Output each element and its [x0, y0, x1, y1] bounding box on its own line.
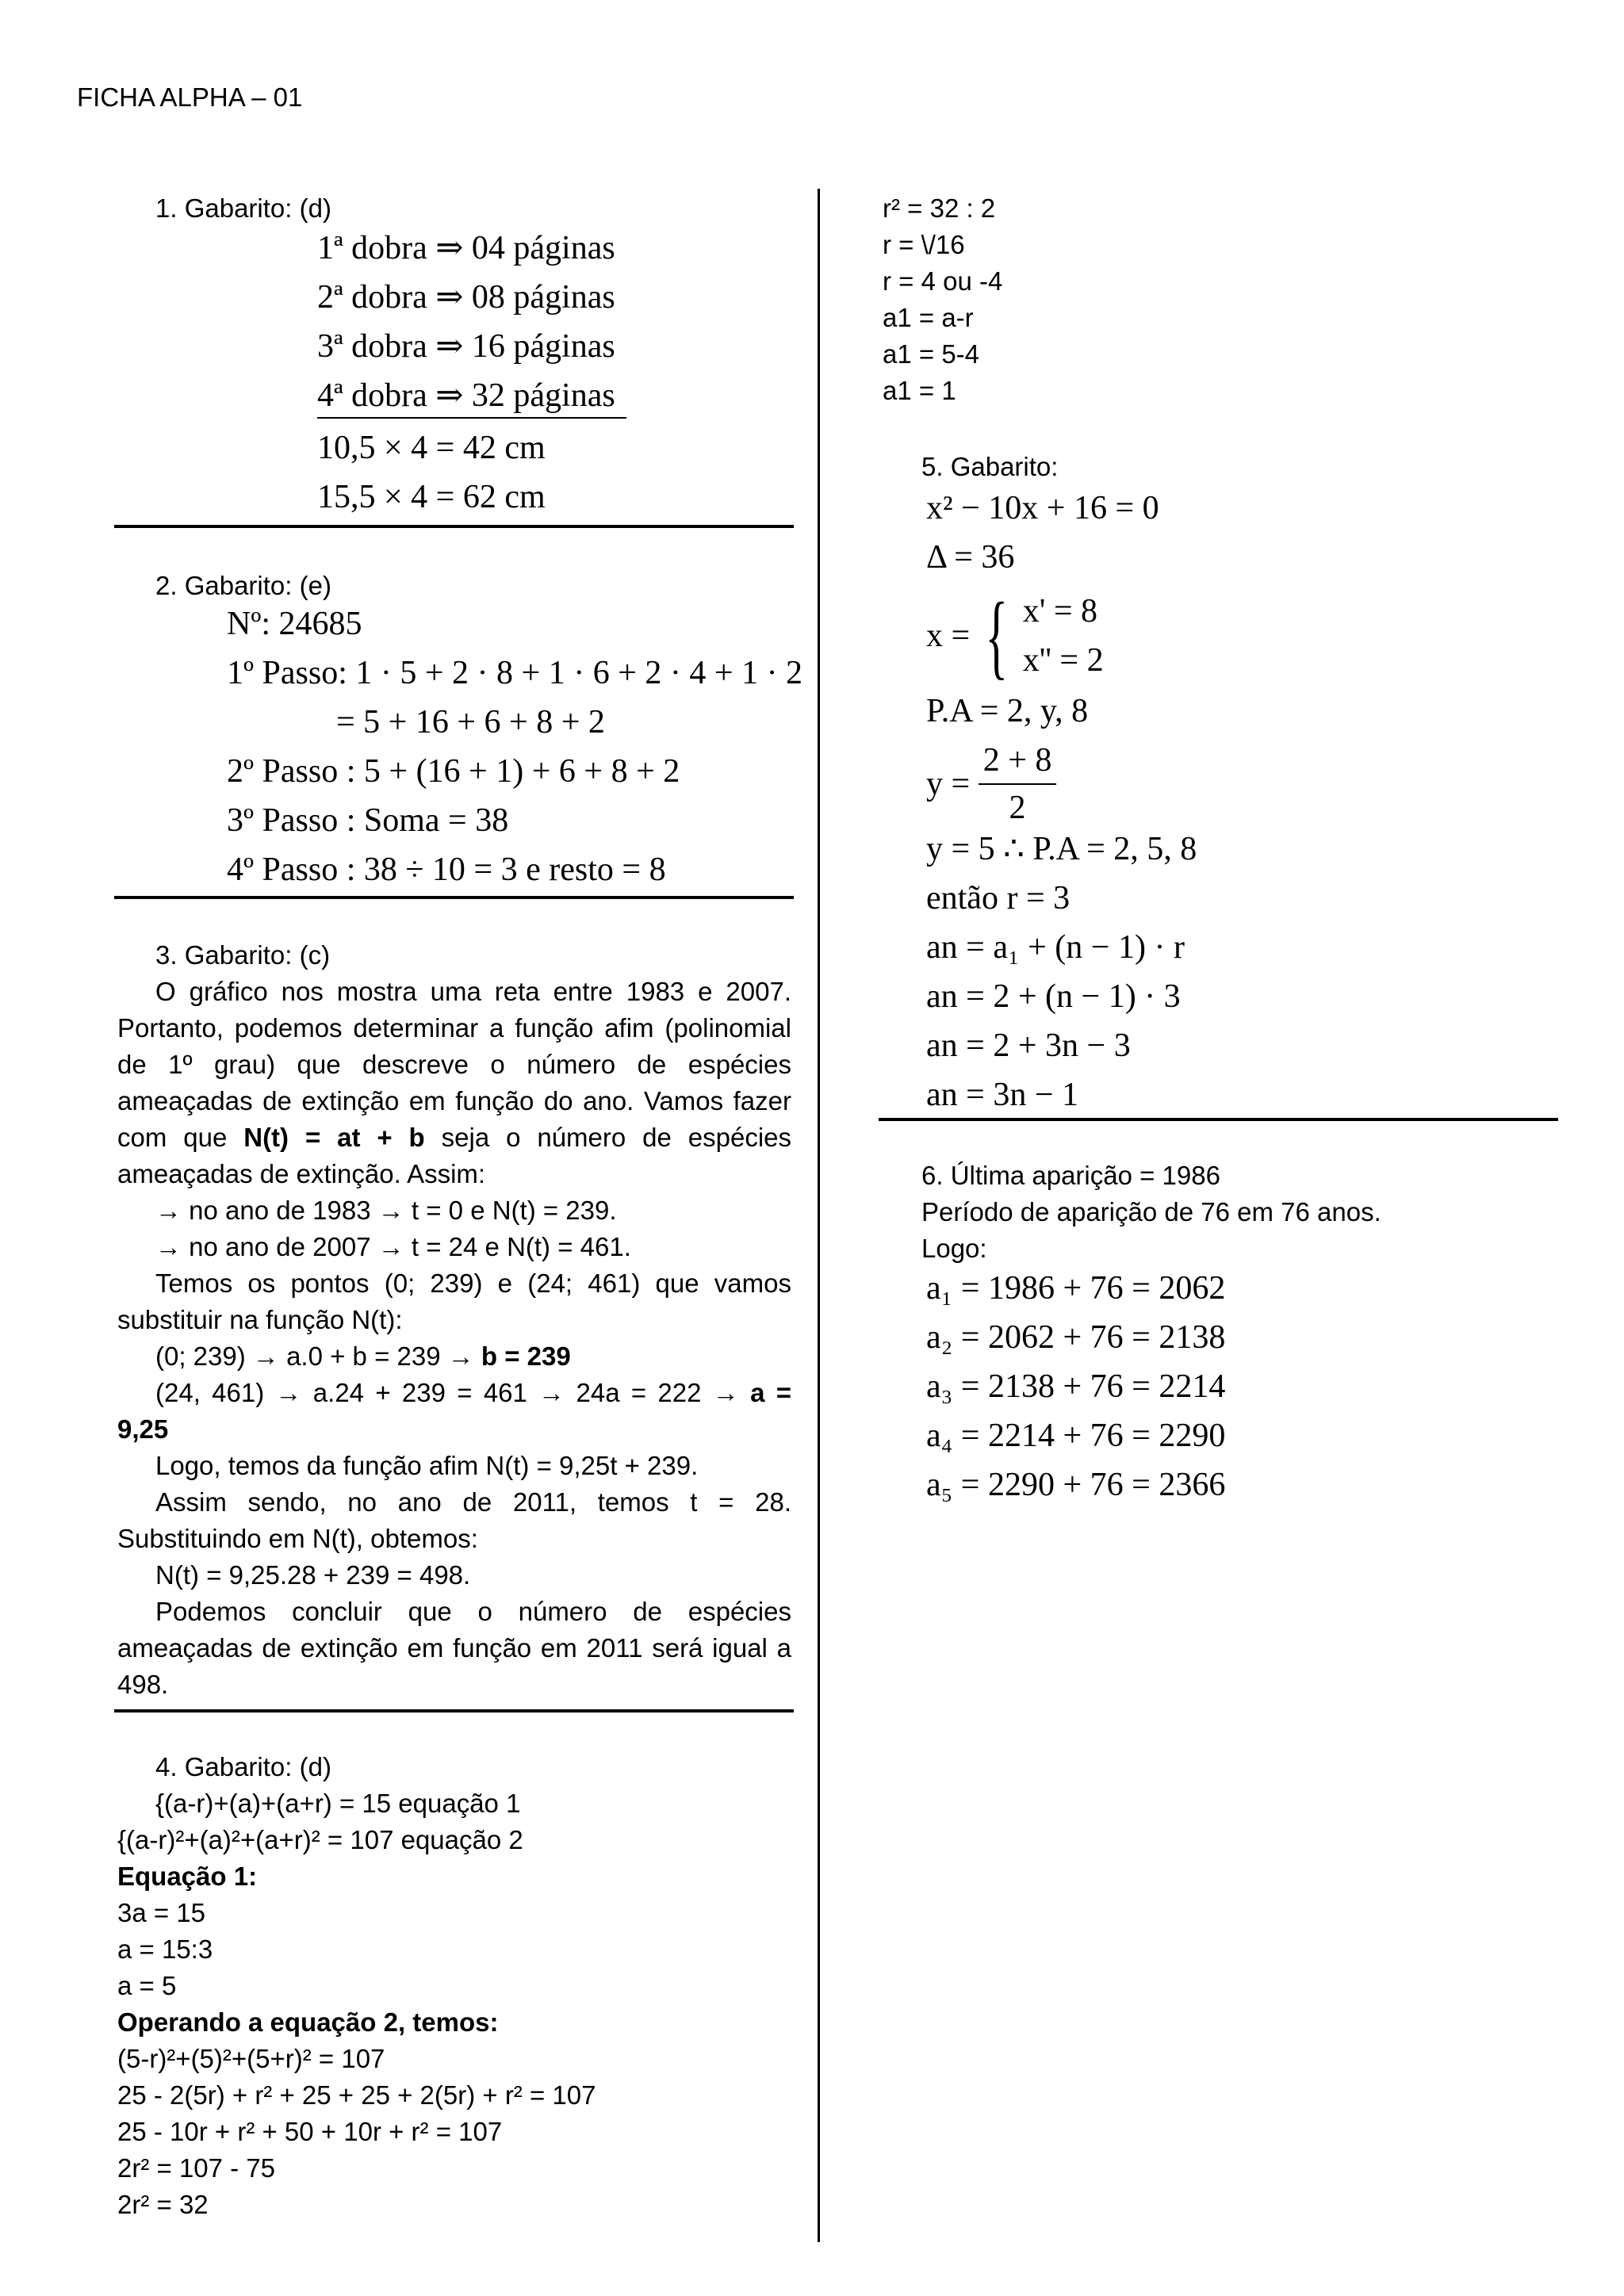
- q3-bullet-1: → no ano de 1983 → t = 0 e N(t) = 239.: [155, 1196, 617, 1225]
- q6-label: 6. Última aparição = 1986: [921, 1161, 1220, 1190]
- q4-line-9: 2r² = 107 - 75: [117, 2153, 276, 2183]
- q5-separator: [879, 1118, 1558, 1121]
- q2-separator: [114, 896, 794, 899]
- q4-line-5: a = 5: [117, 1971, 177, 2000]
- q6-term-1: a₁ = 1986 + 76 = 2062: [926, 1270, 1226, 1307]
- page-title: FICHA ALPHA – 01: [77, 82, 303, 112]
- q2-label: 2. Gabarito: (e): [155, 571, 331, 600]
- q3-bullet-2: → no ano de 2007 → t = 24 e N(t) = 461.: [155, 1232, 631, 1261]
- q4-right-line-1: r² = 32 : 2: [883, 193, 996, 223]
- q4-right-line-6: a1 = 1: [883, 376, 956, 405]
- q2-line-2: 1º Passo: 1 · 5 + 2 · 8 + 1 · 6 + 2 · 4 + 1 · 2: [227, 655, 803, 691]
- q5-line-9: an = 3n − 1: [926, 1077, 1079, 1113]
- q3-paragraph-4: Assim sendo, no ano de 2011, temos t = 28. Substituindo em N(t), obtemos:: [117, 1487, 791, 1553]
- q3-paragraph-3: Logo, temos da função afim N(t) = 9,25t + 239.: [155, 1451, 699, 1480]
- q2-line-4: 2º Passo : 5 + (16 + 1) + 6 + 8 + 2: [227, 753, 680, 790]
- q1-line-3: 3ª dobra ⇒ 16 páginas: [317, 328, 615, 365]
- q4-heading-1: Equação 1:: [117, 1862, 258, 1891]
- column-divider: [818, 189, 820, 2242]
- q4-right-line-4: a1 = a-r: [883, 303, 974, 332]
- q1-line-1: 1ª dobra ⇒ 04 páginas: [317, 230, 615, 266]
- q4-right-line-5: a1 = 5-4: [883, 339, 980, 369]
- q5-line-6: an = a₁ + (n − 1) · r: [926, 929, 1185, 966]
- q5-line-1: x² − 10x + 16 = 0: [926, 490, 1159, 526]
- q3-paragraph-2: Temos os pontos (0; 239) e (24; 461) que vamos substituir na função N(t):: [117, 1269, 791, 1334]
- q1-line-2: 2ª dobra ⇒ 08 páginas: [317, 279, 615, 316]
- q5-line-5: então r = 3: [926, 880, 1071, 916]
- q4-line-8: 25 - 10r + r² + 50 + 10r + r² = 107: [117, 2117, 503, 2146]
- q1-sum-rule: [317, 417, 626, 419]
- q6-line-2: Logo:: [921, 1234, 987, 1263]
- q4-line-6: (5-r)²+(5)²+(5+r)² = 107: [117, 2044, 385, 2073]
- q3-label: 3. Gabarito: (c): [155, 940, 331, 970]
- q4-label: 4. Gabarito: (d): [155, 1752, 331, 1781]
- q6-term-2: a₂ = 2062 + 76 = 2138: [926, 1319, 1226, 1356]
- q2-line-1: Nº: 24685: [227, 606, 362, 642]
- q1-line-4: 4ª dobra ⇒ 32 páginas: [317, 377, 615, 414]
- q5-line-7: an = 2 + (n − 1) · 3: [926, 978, 1181, 1015]
- q5-label: 5. Gabarito:: [921, 452, 1059, 481]
- q6-term-5: a₅ = 2290 + 76 = 2366: [926, 1467, 1226, 1503]
- q5-line-3: P.A = 2, y, 8: [926, 693, 1089, 729]
- q4-line-1: {(a-r)+(a)+(a+r) = 15 equação 1: [155, 1789, 521, 1818]
- q5-line-8: an = 2 + 3n − 3: [926, 1027, 1131, 1064]
- q4-line-2: {(a-r)²+(a)²+(a+r)² = 107 equação 2: [117, 1825, 523, 1854]
- q4-heading-2: Operando a equação 2, temos:: [117, 2007, 499, 2037]
- q3-paragraph-5: N(t) = 9,25.28 + 239 = 498.: [155, 1560, 471, 1590]
- q4-line-3: 3a = 15: [117, 1898, 206, 1927]
- q6-line-1: Período de aparição de 76 em 76 anos.: [921, 1197, 1381, 1226]
- q3-body: [117, 974, 791, 1703]
- q5-fraction: y = $\frac{2 + 8}{2}$: [926, 737, 1056, 831]
- q6-term-4: a₄ = 2214 + 76 = 2290: [926, 1418, 1226, 1454]
- q3-paragraph-1: O gráfico nos mostra uma reta entre 1983 e 2007. Portanto, podemos determinar a função afim (polinomial de 1º grau) que descreve o número de espécies ameaçadas de extinção em função do ano. Vamos fazer com que N(t) = at + b seja o número de espécies ameaçadas de extinção. Assim:: [117, 977, 792, 1188]
- q3-separator: [114, 1709, 794, 1712]
- q3-equation-2: (24, 461) → a.24 + 239 = 461 → 24a = 222 → a = 9,25: [117, 1378, 792, 1444]
- q5-line-2: Δ = 36: [926, 539, 1015, 576]
- q1-line-5: 10,5 × 4 = 42 cm: [317, 430, 546, 466]
- q1-label: 1. Gabarito: (d): [155, 193, 331, 223]
- q3-paragraph-6: Podemos concluir que o número de espécies ameaçadas de extinção em função em 2011 será igual a 498.: [117, 1597, 791, 1699]
- q2-line-5: 3º Passo : Soma = 38: [227, 802, 509, 839]
- q4-right-line-3: r = 4 ou -4: [883, 266, 1003, 296]
- q2-line-6: 4º Passo : 38 ÷ 10 = 3 e resto = 8: [227, 851, 666, 888]
- q4-line-4: a = 15:3: [117, 1934, 213, 1964]
- q5-line-4: y = 5 ∴ P.A = 2, 5, 8: [926, 831, 1197, 867]
- q1-line-6: 15,5 × 4 = 62 cm: [317, 479, 546, 515]
- q1-separator: [114, 525, 794, 528]
- q4-continuation: [883, 190, 1002, 409]
- q4-body: [117, 1785, 596, 2223]
- q3-equation-1: (0; 239) → a.0 + b = 239 → b = 239: [155, 1341, 571, 1371]
- q6-term-3: a₃ = 2138 + 76 = 2214: [926, 1368, 1226, 1405]
- q4-right-line-2: r = \/16: [883, 230, 965, 259]
- q4-line-10: 2r² = 32: [117, 2190, 209, 2219]
- q4-line-7: 25 - 2(5r) + r² + 25 + 25 + 2(5r) + r² = 107: [117, 2080, 596, 2110]
- q2-line-3: = 5 + 16 + 6 + 8 + 2: [336, 704, 605, 740]
- q5-roots: x = { x' = 8 x'' = 2: [926, 583, 1104, 688]
